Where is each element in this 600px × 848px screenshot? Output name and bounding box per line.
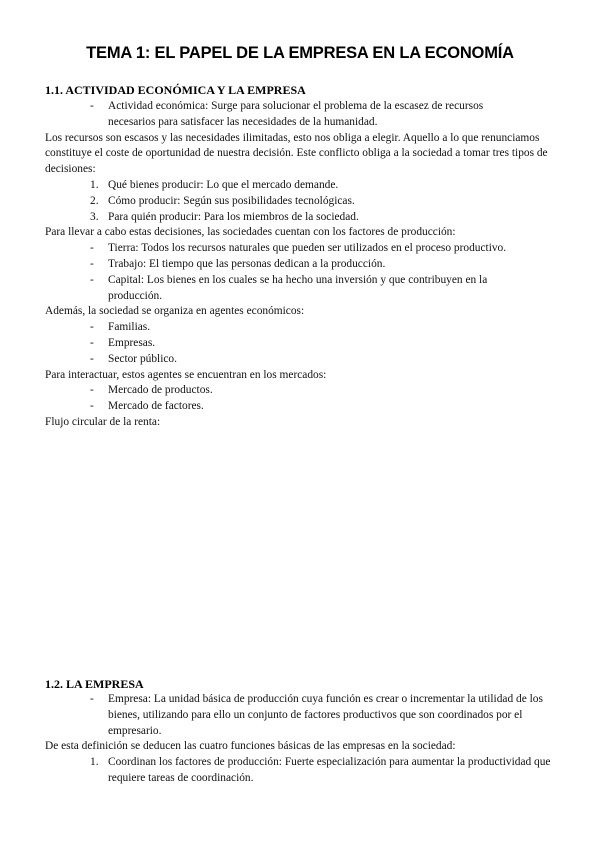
bullet-item [90,399,560,415]
section-heading-actividad: 1.1. ACTIVIDAD ECONÓMICA Y LA EMPRESA [45,83,306,97]
section-body-actividad [45,99,560,431]
bullet-text: Familias. [108,321,151,334]
bullet-text: Mercado de factores. [108,400,204,413]
numbered-item [90,194,560,210]
numbered-item [90,755,560,787]
bullet-marker: - [90,100,94,112]
paragraph: De esta definición se deducen las cuatro funciones básicas de las empresas en la sociedad: [45,740,456,753]
bullet-marker: - [90,400,94,413]
bullet-item [90,383,560,399]
bullet-marker: - [90,257,94,270]
bullet-text: Trabajo: El tiempo que las personas dedican a la producción. [108,257,386,270]
bullet-item [90,352,560,368]
number-marker: 3. [90,210,99,223]
bullet-item [90,320,560,336]
numbered-text: Cómo producir: Según sus posibilidades tecnológicas. [108,194,355,207]
bullet-text: Empresas. [108,336,156,349]
bullet-item [90,692,560,739]
bullet-marker: - [90,352,94,365]
section-heading-empresa: 1.2. LA EMPRESA [45,677,144,691]
number-marker: 1. [90,178,99,191]
bullet-text: Tierra: Todos los recursos naturales que pueden ser utilizados en el proceso productivo. [108,242,507,255]
bullet-marker: - [90,384,94,397]
bullet-marker: - [90,242,94,255]
bullet-marker: - [90,273,94,286]
bullet-item [90,273,560,305]
section-body-empresa [45,692,560,787]
page-title: TEMA 1: EL PAPEL DE LA EMPRESA EN LA ECONOMÍA [86,44,514,62]
paragraph: Además, la sociedad se organiza en agentes económicos: [45,305,305,318]
numbered-item [90,210,560,226]
bullet-text: Capital: Los bienes en los cuales se ha hecho una inversión y que contribuyen en la producción. [108,273,488,302]
numbered-item [90,178,560,194]
bullet-text: Sector público. [108,352,177,365]
numbered-text: Qué bienes producir: Lo que el mercado demande. [108,178,339,191]
numbered-text: Coordinan los factores de producción: Fuerte especialización para aumentar la productividad que requiere tareas de coordinación. [108,756,551,784]
bullet-marker: - [90,321,94,334]
paragraph-flujo: Flujo circular de la renta: [45,415,161,428]
bullet-text: Empresa: La unidad básica de producción cuya función es crear o incrementar la utilidad de los bienes, utilizando para ello un conjunto de factores productivos que son coordinados por el empresario. [108,693,543,737]
paragraph: Los recursos son escasos y las necesidades ilimitadas, esto nos obliga a elegir. Aquello a lo que renunciamos constituye el coste de oportunidad de nuestra decisión. Este conflicto obliga a la sociedad a tomar tres tipos de decisiones: [45,131,548,176]
bullet-text: Mercado de productos. [108,384,213,397]
bullet-item [90,257,560,273]
bullet-marker: - [90,336,94,349]
bullet-item [90,241,560,257]
bullet-item [90,336,560,352]
number-marker: 2. [90,194,99,207]
bullet-item [90,99,560,131]
paragraph: Para interactuar, estos agentes se encuentran en los mercados: [45,368,327,381]
bullet-text: Actividad económica: Surge para solucionar el problema de la escasez de recursos necesarios para satisfacer las necesidades de la humanidad. [108,100,484,128]
number-marker: 1. [90,756,99,769]
numbered-text: Para quién producir: Para los miembros de la sociedad. [108,210,359,223]
bullet-marker: - [90,693,94,705]
paragraph: Para llevar a cabo estas decisiones, las sociedades cuentan con los factores de producción: [45,226,456,239]
